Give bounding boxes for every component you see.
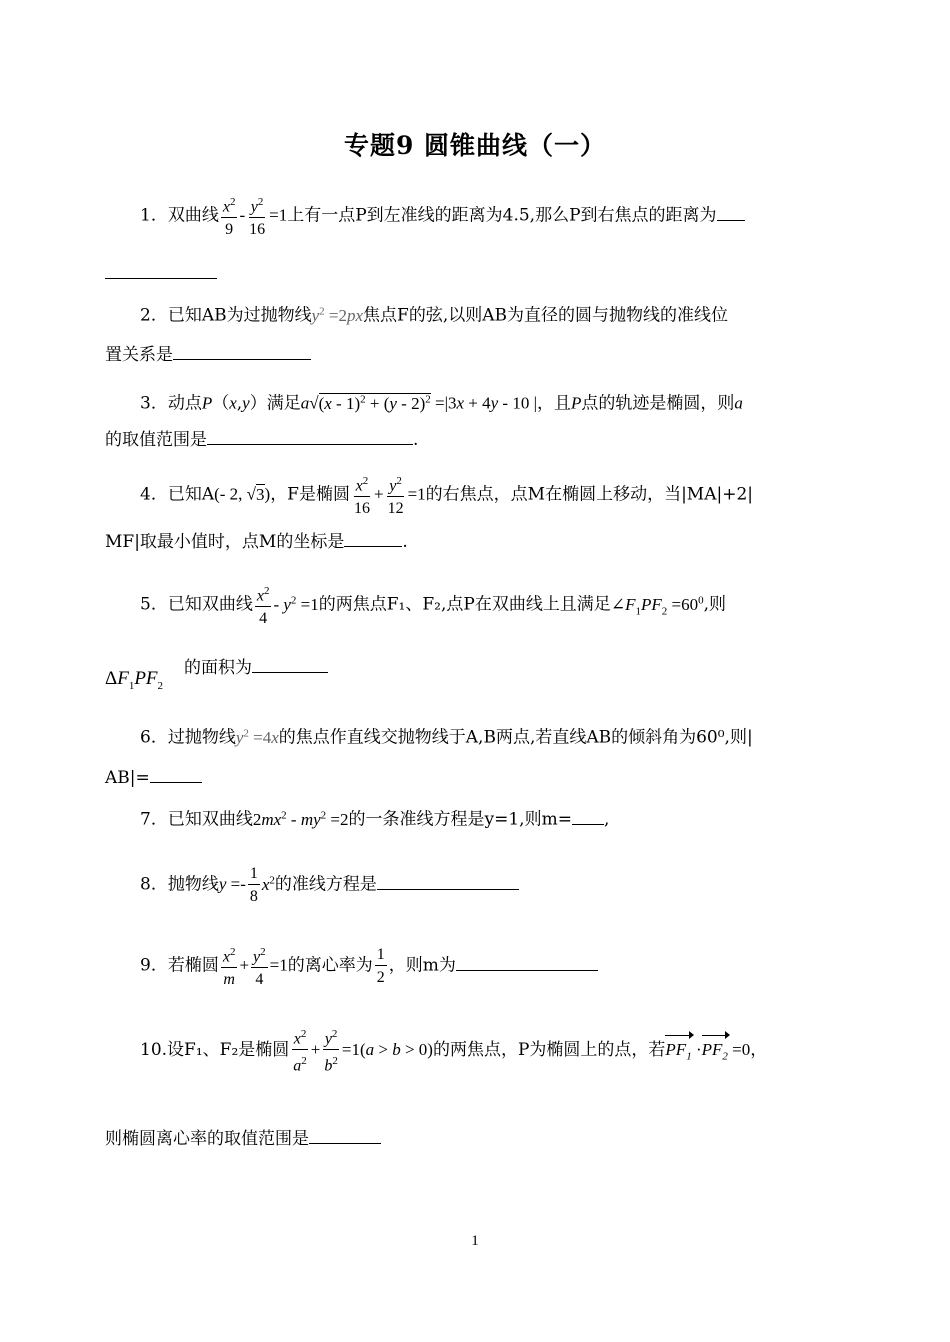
formula: $2mx^2 - my^2 =2$ — [252, 809, 349, 829]
formula: $\Delta F_1PF_2$ — [105, 668, 164, 692]
formula: $\frac{x^2}{16}$ — [352, 472, 372, 518]
formula: $y^2 =2px$ — [311, 305, 364, 325]
formula: (- 2, √3) — [214, 484, 271, 504]
problem-4-cont: MF|取最小值时，点M的坐标是 . — [105, 532, 408, 552]
problem-9: 9．若椭圆 $\frac{x^2}{m}$ + $\frac{y^2}{4}$ =1的离心率为 $\frac{1}{2}$ ，则m为 — [140, 943, 598, 989]
formula: $\frac{x^2}{m}$ — [221, 943, 238, 989]
problem-3-cont: 的取值范围是 . — [105, 430, 419, 450]
formula: a√(x - 1)$^2$ + (y - 2)$^2$ =|3x + 4y - 10 | — [300, 393, 537, 413]
formula: $\frac{x^2}{a^2}$ — [291, 1025, 309, 1076]
formula: $\frac{y^2}{12}$ — [386, 472, 406, 518]
answer-blank[interactable] — [572, 808, 604, 825]
answer-blank[interactable] — [252, 656, 328, 673]
answer-blank[interactable] — [150, 766, 202, 783]
problem-1: 1．双曲线 $\frac{x^2}{9}$ - $\frac{y^2}{16}$ =1上有一点P到左准线的距离为4.5,那么P到右焦点的距离为 — [140, 193, 745, 239]
problem-2-cont: 置关系是 — [105, 343, 311, 366]
problem-5: 5．已知双曲线 $\frac{x^2}{4}$ - $y^2 =1$的两焦点F₁、F₂,点P在双曲线上且满足$\angle F_1PF_2 =60^0$,则 — [140, 582, 726, 628]
problem-10: 10.设F₁、F₂是椭圆 $\frac{x^2}{a^2}$ + $\frac{y^2}{b^2}$ =1(a > b > 0)的两焦点，P为椭圆上的点，若$PF_1 \cdot PF_2 =0$， — [140, 1025, 767, 1076]
problem-6-cont: AB|= — [105, 766, 202, 789]
problem-2: 2．已知AB为过抛物线$y^2 =2px$焦点F的弦,以则AB为直径的圆与抛物线的准线位 — [140, 305, 729, 326]
formula: $PF_1 \cdot PF_2 =0$ — [665, 1040, 750, 1059]
formula: $\frac{1}{8}$ — [249, 865, 258, 905]
answer-blank[interactable] — [105, 262, 217, 279]
formula: $\frac{x^2}{9}$ — [221, 193, 238, 239]
problem-10-cont: 则椭圆离心率的取值范围是 — [105, 1127, 381, 1150]
problem-8: 8．抛物线y =- $\frac{1}{8}$ $x^2$的准线方程是 — [140, 864, 519, 906]
answer-blank[interactable] — [717, 204, 745, 221]
problem-1-cont — [105, 262, 217, 285]
problem-7: 7．已知双曲线$2mx^2 - my^2 =2$的一条准线方程是y=1,则m= , — [140, 809, 610, 830]
problem-4: 4．已知A(- 2, √3)，F是椭圆 $\frac{x^2}{16}$ + $\frac{y^2}{12}$ =1的右焦点，点M在椭圆上移动，当|MA|+2| — [140, 472, 753, 518]
problem-5-cont-text: 的面积为 — [184, 656, 328, 679]
answer-blank[interactable] — [173, 343, 311, 360]
formula: $\frac{y^2}{4}$ — [251, 943, 268, 989]
problem-5-cont — [105, 668, 163, 697]
answer-blank[interactable] — [344, 530, 402, 547]
answer-blank[interactable] — [377, 873, 519, 890]
formula: $\frac{y^2}{16}$ — [247, 193, 267, 239]
page-title: 专题9 圆锥曲线（一） — [343, 131, 607, 160]
problem-3: 3．动点P（x,y）满足a√(x - 1)$^2$ + (y - 2)$^2$ =|3x + 4y - 10 |，且P点的轨迹是椭圆，则a — [140, 393, 743, 414]
problem-6: 6．过抛物线$y^2 =4x$的焦点作直线交抛物线于A,B两点,若直线AB的倾斜角为60⁰,则| — [140, 727, 753, 748]
formula: y =- — [218, 874, 246, 894]
formula: $\angle F_1PF_2 =60^0$ — [610, 594, 704, 618]
formula: $\frac{x^2}{4}$ — [255, 582, 272, 628]
page-number: 1 — [471, 1233, 479, 1249]
answer-blank[interactable] — [309, 1127, 381, 1144]
formula: $y^2 =4x$ — [235, 727, 279, 747]
formula: $\frac{1}{2}$ — [376, 946, 385, 987]
answer-blank[interactable] — [456, 954, 598, 971]
answer-blank[interactable] — [207, 428, 413, 445]
formula: $\frac{y^2}{b^2}$ — [322, 1025, 340, 1076]
